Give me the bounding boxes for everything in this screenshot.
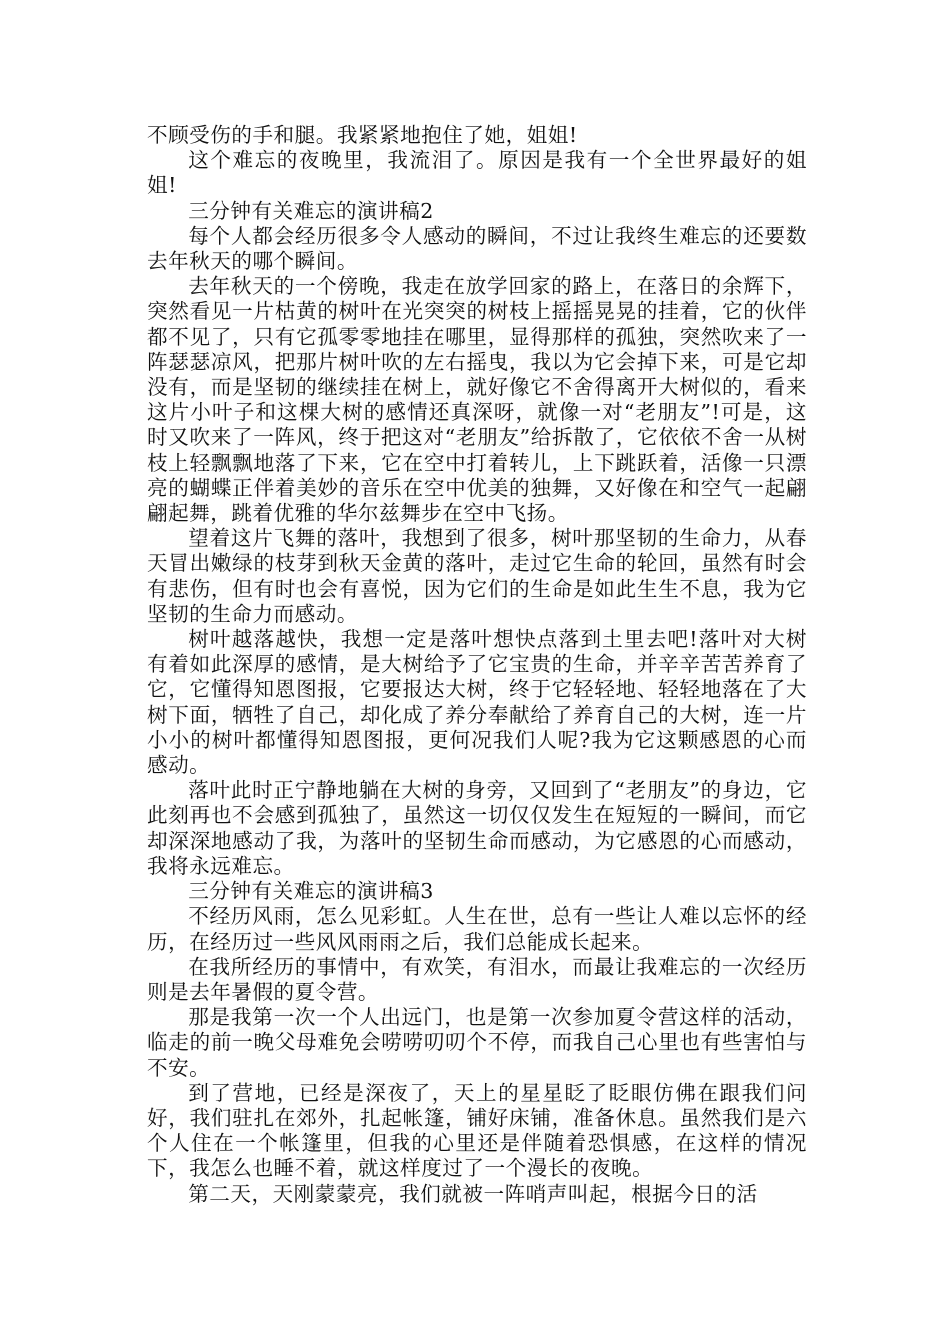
paragraph-7: 落叶此时正宁静地躺在大树的身旁，又回到了“老朋友”的身边，它此刻再也不会感到孤独了，虽然这一切仅仅发生在短短的一瞬间，而它却深深地感动了我，为落叶的坚韧生命而感动，为它感恩的心而感动，我将永远难忘。 <box>147 778 807 878</box>
document-body <box>147 123 807 1207</box>
paragraph-2: 这个难忘的夜晚里，我流泪了。原因是我有一个全世界最好的姐姐! <box>147 148 807 198</box>
paragraph-4: 去年秋天的一个傍晚，我走在放学回家的路上，在落日的余辉下，突然看见一片枯黄的树叶在光突突的树枝上摇摇晃晃的挂着，它的伙伴都不见了，只有它孤零零地挂在哪里，显得那样的孤独，突然吹来了一阵瑟瑟凉风，把那片树叶吹的左右摇曳，我以为它会掉下来，可是它却没有，而是坚韧的继续挂在树上，就好像它不舍得离开大树似的，看来这片小叶子和这棵大树的感情还真深呀，就像一对“老朋友”!可是，这时又吹来了一阵风，终于把这对“老朋友”给拆散了，它依依不舍一从树枝上轻飘飘地落了下来，它在空中打着转儿，上下跳跃着，活像一只漂亮的蝴蝶正伴着美妙的音乐在空中优美的独舞，又好像在和空气一起翩翩起舞，跳着优雅的华尔兹舞步在空中飞扬。 <box>147 274 807 526</box>
paragraph-5: 望着这片飞舞的落叶，我想到了很多，树叶那坚韧的生命力，从春天冒出嫩绿的枝芽到秋天金黄的落叶，走过它生命的轮回，虽然有时会有悲伤，但有时也会有喜悦，因为它们的生命是如此生生不息，我为它坚韧的生命力而感动。 <box>147 526 807 626</box>
paragraph-10: 那是我第一次一个人出远门，也是第一次参加夏令营这样的活动，临走的前一晚父母难免会唠唠叨叨个不停，而我自己心里也有些害怕与不安。 <box>147 1005 807 1080</box>
paragraph-9: 在我所经历的事情中，有欢笑，有泪水，而最让我难忘的一次经历则是去年暑假的夏令营。 <box>147 954 807 1004</box>
paragraph-12: 第二天，天刚蒙蒙亮，我们就被一阵哨声叫起，根据今日的活 <box>188 1181 758 1206</box>
paragraph-11: 到了营地，已经是深夜了，天上的星星眨了眨眼仿佛在跟我们问好，我们驻扎在郊外，扎起帐篷，铺好床铺，准备休息。虽然我们是六个人住在一个帐篷里，但我的心里还是伴随着恐惧感，在这样的情况下，我怎么也睡不着，就这样度过了一个漫长的夜晚。 <box>147 1080 807 1181</box>
paragraph-3: 每个人都会经历很多令人感动的瞬间，不过让我终生难忘的还要数去年秋天的哪个瞬间。 <box>147 223 807 274</box>
paragraph-6: 树叶越落越快，我想一定是落叶想快点落到土里去吧!落叶对大树有着如此深厚的感情，是大树给予了它宝贵的生命，并辛辛苦苦养育了它，它懂得知恩图报，它要报达大树，终于它轻轻地、轻轻地落在了大树下面，牺牲了自己，却化成了养分奉献给了养育自己的大树，连一片小小的树叶都懂得知恩图报，更何况我们人呢?我为它这颗感恩的心而感动。 <box>147 627 807 778</box>
section-heading-3: 三分钟有关难忘的演讲稿3 <box>188 879 434 904</box>
paragraph-8: 不经历风雨，怎么见彩虹。人生在世，总有一些让人难以忘怀的经历，在经历过一些风风雨雨之后，我们总能成长起来。 <box>147 904 807 954</box>
section-heading-2: 三分钟有关难忘的演讲稿2 <box>188 198 434 223</box>
paragraph-1: 不顾受伤的手和腿。我紧紧地抱住了她，姐姐! <box>147 123 578 147</box>
